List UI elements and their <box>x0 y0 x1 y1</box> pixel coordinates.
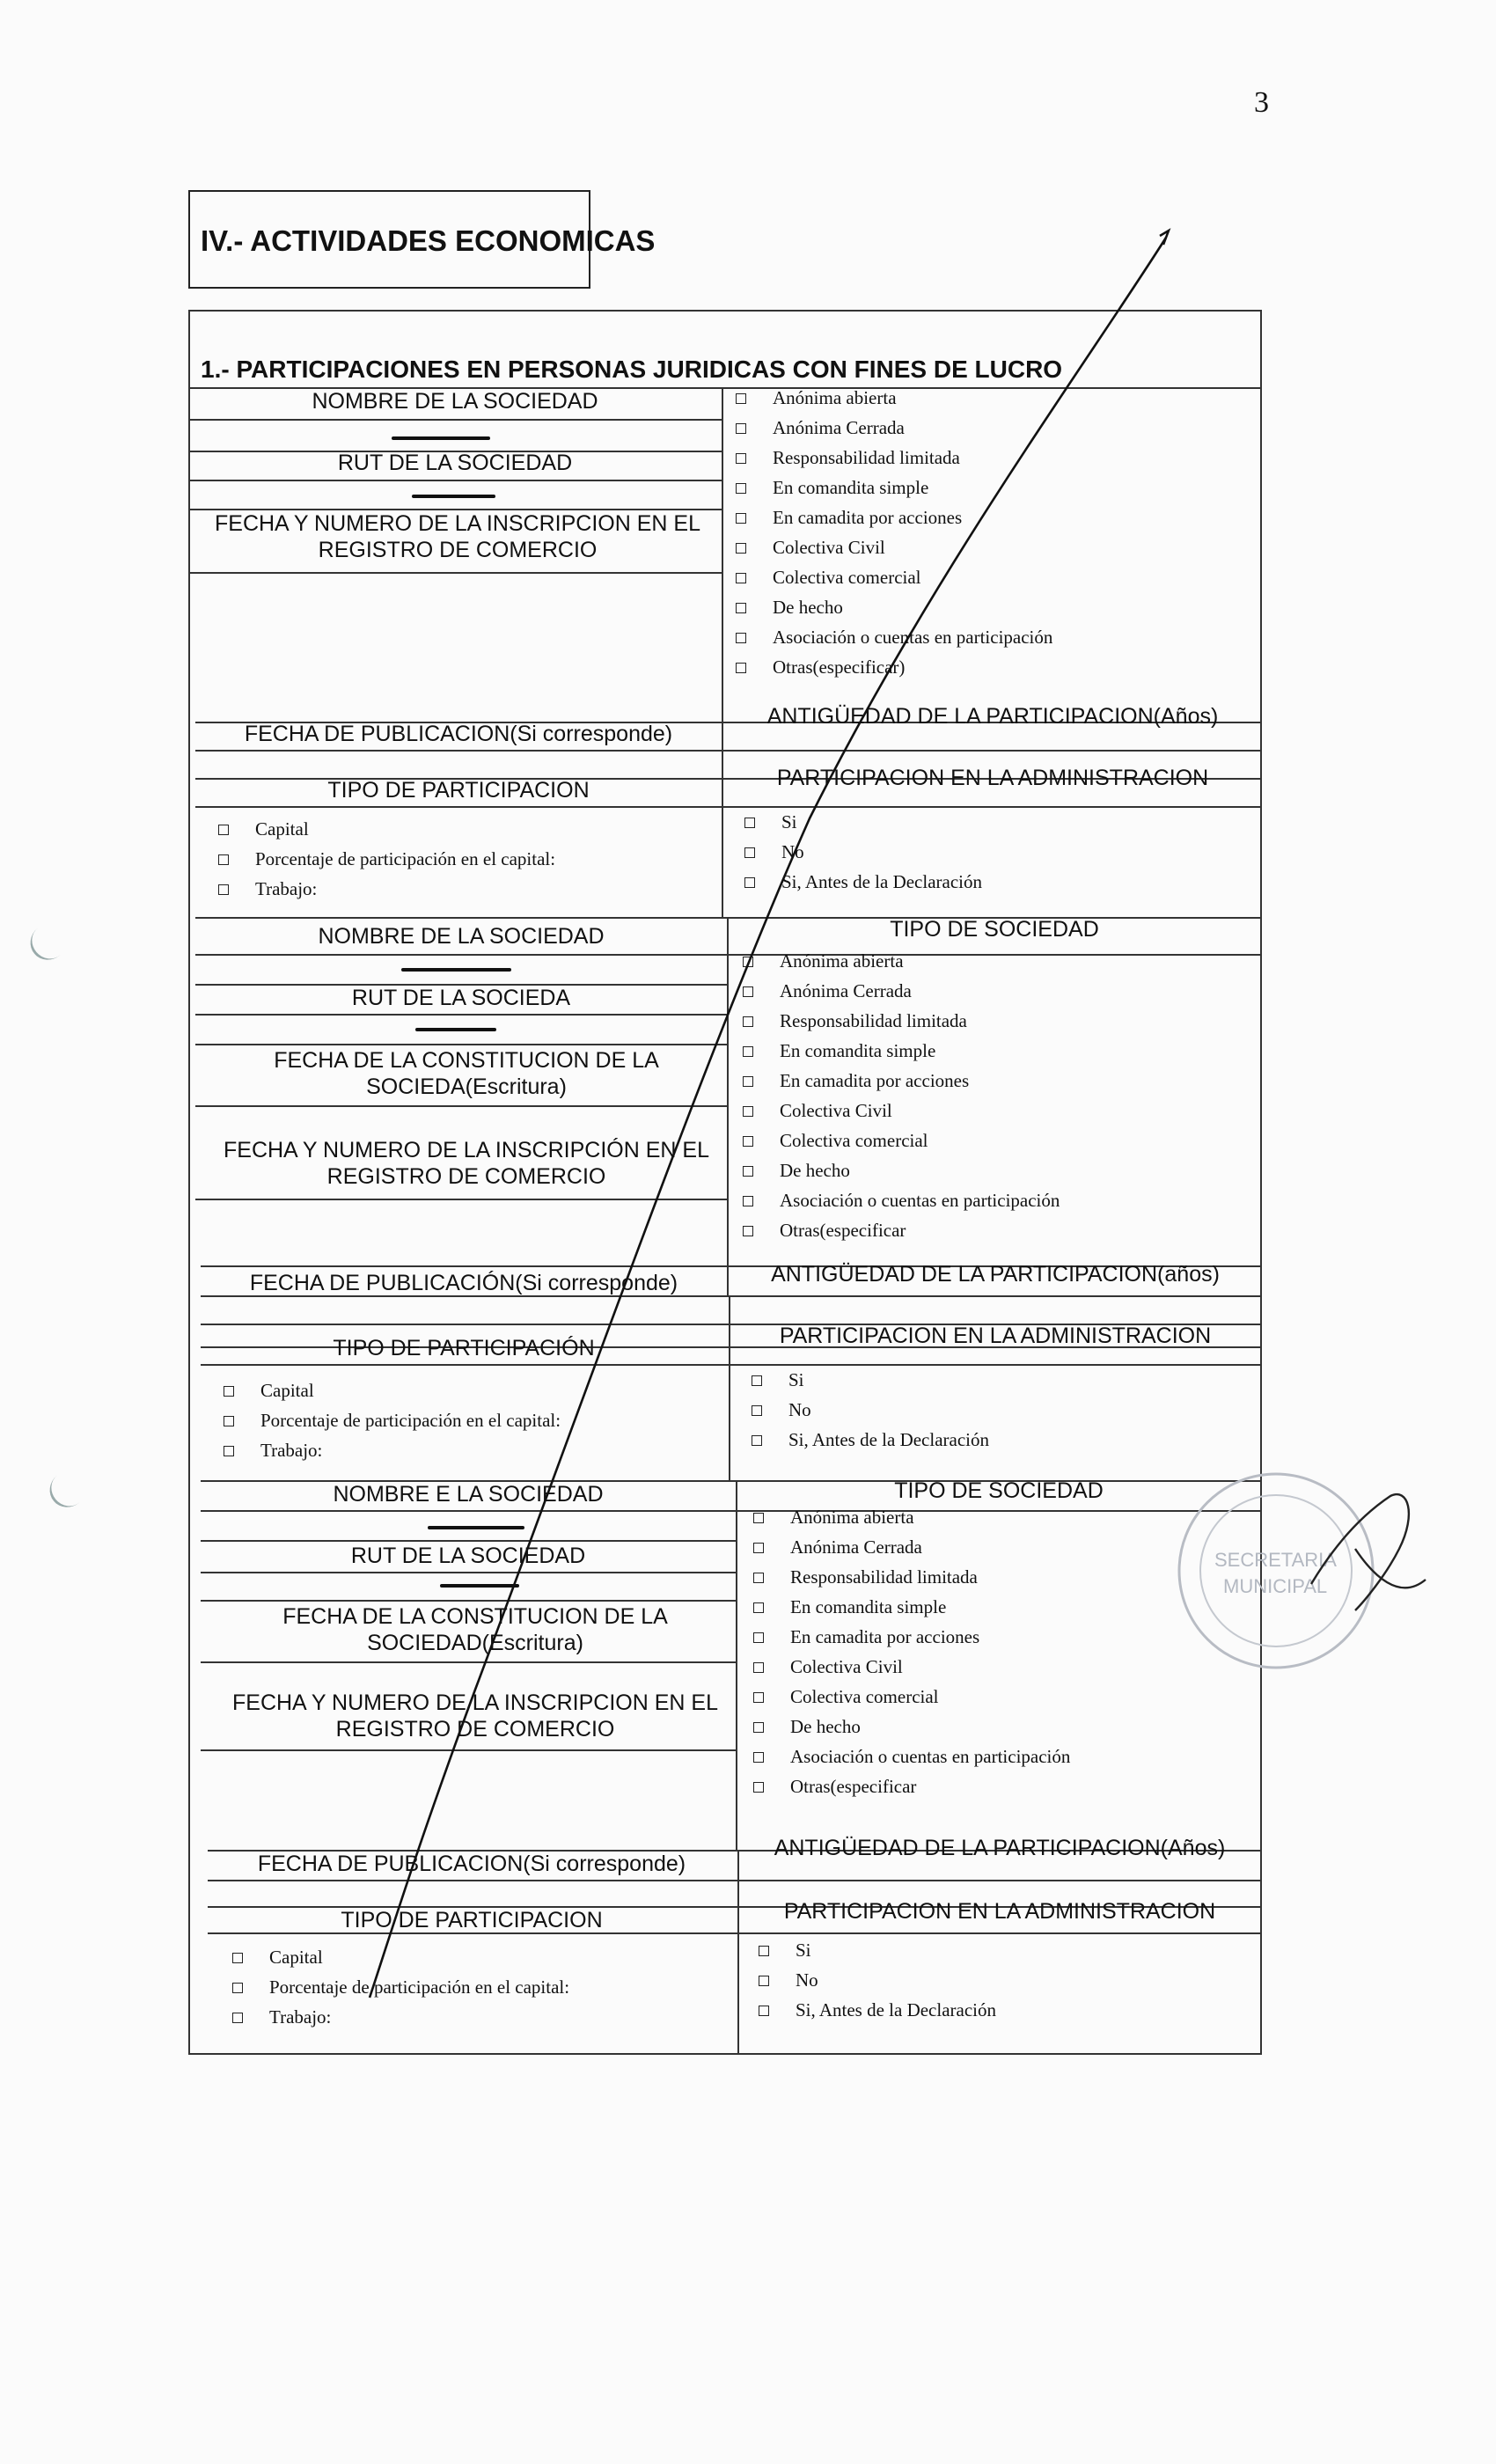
option-label: Trabajo: <box>269 2006 332 2028</box>
option-label: No <box>796 1969 818 1991</box>
rut-sociedad-label: RUT DE LA SOCIEDA <box>351 986 571 1010</box>
fecha-publicacion-label: FECHA DE PUBLICACION(Si corresponde) <box>244 722 673 746</box>
option-label: Otras(especificar) <box>773 656 906 678</box>
option-label: En comandita simple <box>773 477 929 498</box>
rut-sociedad-label: RUT DE LA SOCIEDAD <box>337 451 573 475</box>
option-label: De hecho <box>773 597 843 618</box>
option-label: Anónima abierta <box>790 1507 914 1528</box>
page-number: 3 <box>1254 86 1269 119</box>
option-label: Capital <box>255 818 309 840</box>
svg-text:SECRETARIA: SECRETARIA <box>1214 1549 1337 1571</box>
option-label: Responsabilidad limitada <box>773 447 960 468</box>
option-label: En camadita por acciones <box>780 1070 970 1091</box>
antiguedad-label: ANTIGÜEDAD DE LA PARTICIPACION(años) <box>771 1262 1220 1287</box>
option-label: No <box>788 1399 811 1420</box>
option-label: Porcentaje de participación en el capital: <box>255 848 556 869</box>
option-label: Colectiva Civil <box>790 1656 903 1677</box>
fecha-publicacion-label: FECHA DE PUBLICACION(Si corresponde) <box>257 1852 686 1876</box>
fecha-constitucion-label: FECHA DE LA CONSTITUCION DE LA SOCIEDAD(Escritura) <box>282 1604 668 1655</box>
fecha-constitucion-label: FECHA DE LA CONSTITUCION DE LA SOCIEDA(Escritura) <box>274 1048 659 1099</box>
option-label: De hecho <box>780 1160 850 1181</box>
option-label: No <box>781 841 804 862</box>
option-label: Colectiva Civil <box>780 1100 892 1121</box>
option-label: Capital <box>269 1947 323 1968</box>
tipo-participacion-label: TIPO DE PARTICIPACIÓN <box>333 1336 595 1360</box>
rut-sociedad-label: RUT DE LA SOCIEDAD <box>350 1544 586 1568</box>
option-label: Anónima Cerrada <box>780 980 912 1001</box>
option-label: Asociación o cuentas en participación <box>790 1746 1071 1767</box>
option-label: De hecho <box>790 1716 861 1737</box>
option-label: Anónima Cerrada <box>790 1536 922 1558</box>
option-label: Asociación o cuentas en participación <box>780 1190 1060 1211</box>
antiguedad-label: ANTIGÜEDAD DE LA PARTICIPACION(Años) <box>766 704 1219 729</box>
option-label: Anónima abierta <box>773 387 897 408</box>
option-label: Anónima Cerrada <box>773 417 905 438</box>
option-label: Responsabilidad limitada <box>790 1566 978 1588</box>
option-label: Anónima abierta <box>780 950 904 972</box>
fecha-inscripcion-label: FECHA Y NUMERO DE LA INSCRIPCION EN EL REGISTRO DE COMERCIO <box>215 511 700 562</box>
option-label: Si <box>796 1940 811 1961</box>
fecha-inscripcion-label: FECHA Y NUMERO DE LA INSCRIPCIÓN EN EL REGISTRO DE COMERCIO <box>224 1138 709 1189</box>
participacion-admin-label: PARTICIPACION EN LA ADMINISTRACION <box>776 766 1209 790</box>
tipo-sociedad-label: TIPO DE SOCIEDAD <box>890 917 1099 942</box>
option-label: Capital <box>260 1380 314 1401</box>
option-label: Colectiva Civil <box>773 537 885 558</box>
option-label: Si, Antes de la Declaración <box>796 1999 997 2020</box>
tipo-participacion-label: TIPO DE PARTICIPACION <box>327 778 590 803</box>
option-label: Colectiva comercial <box>773 567 921 588</box>
nombre-sociedad-label: NOMBRE E LA SOCIEDAD <box>333 1482 604 1507</box>
option-label: Otras(especificar <box>790 1776 917 1797</box>
option-label: Si <box>788 1369 804 1390</box>
nombre-sociedad-label: NOMBRE DE LA SOCIEDAD <box>312 389 598 414</box>
option-label: Porcentaje de participación en el capital: <box>269 1976 570 1998</box>
option-label: En camadita por acciones <box>790 1626 980 1647</box>
option-label: Si, Antes de la Declaración <box>788 1429 990 1450</box>
option-label: Colectiva comercial <box>790 1686 939 1707</box>
option-label: En comandita simple <box>780 1040 936 1061</box>
option-label: En comandita simple <box>790 1596 947 1617</box>
option-label: Si, Antes de la Declaración <box>781 871 983 892</box>
option-label: Asociación o cuentas en participación <box>773 627 1053 648</box>
tipo-sociedad-label: TIPO DE SOCIEDAD <box>894 1478 1104 1503</box>
svg-text:MUNICIPAL: MUNICIPAL <box>1223 1575 1328 1597</box>
option-label: En camadita por acciones <box>773 507 963 528</box>
participacion-admin-label: PARTICIPACION EN LA ADMINISTRACION <box>779 1324 1212 1348</box>
fecha-publicacion-label: FECHA DE PUBLICACIÓN(Si corresponde) <box>249 1271 678 1295</box>
option-label: Si <box>781 811 797 832</box>
option-label: Otras(especificar <box>780 1220 906 1241</box>
nombre-sociedad-label: NOMBRE DE LA SOCIEDAD <box>318 924 605 949</box>
option-label: Porcentaje de participación en el capital: <box>260 1410 561 1431</box>
main-heading: 1.- PARTICIPACIONES EN PERSONAS JURIDICAS CON FINES DE LUCRO <box>201 356 1063 383</box>
option-label: Trabajo: <box>260 1440 323 1461</box>
participacion-admin-label: PARTICIPACION EN LA ADMINISTRACION <box>783 1899 1216 1924</box>
section-title: IV.- ACTIVIDADES ECONOMICAS <box>201 224 656 257</box>
antiguedad-label: ANTIGÜEDAD DE LA PARTICIPACION(Años) <box>774 1836 1226 1860</box>
tipo-participacion-label: TIPO DE PARTICIPACION <box>341 1908 603 1932</box>
option-label: Colectiva comercial <box>780 1130 928 1151</box>
option-label: Responsabilidad limitada <box>780 1010 967 1031</box>
fecha-inscripcion-label: FECHA Y NUMERO DE LA INSCRIPCION EN EL REGISTRO DE COMERCIO <box>232 1690 718 1742</box>
signature-icon <box>1302 1478 1434 1637</box>
option-label: Trabajo: <box>255 878 318 899</box>
